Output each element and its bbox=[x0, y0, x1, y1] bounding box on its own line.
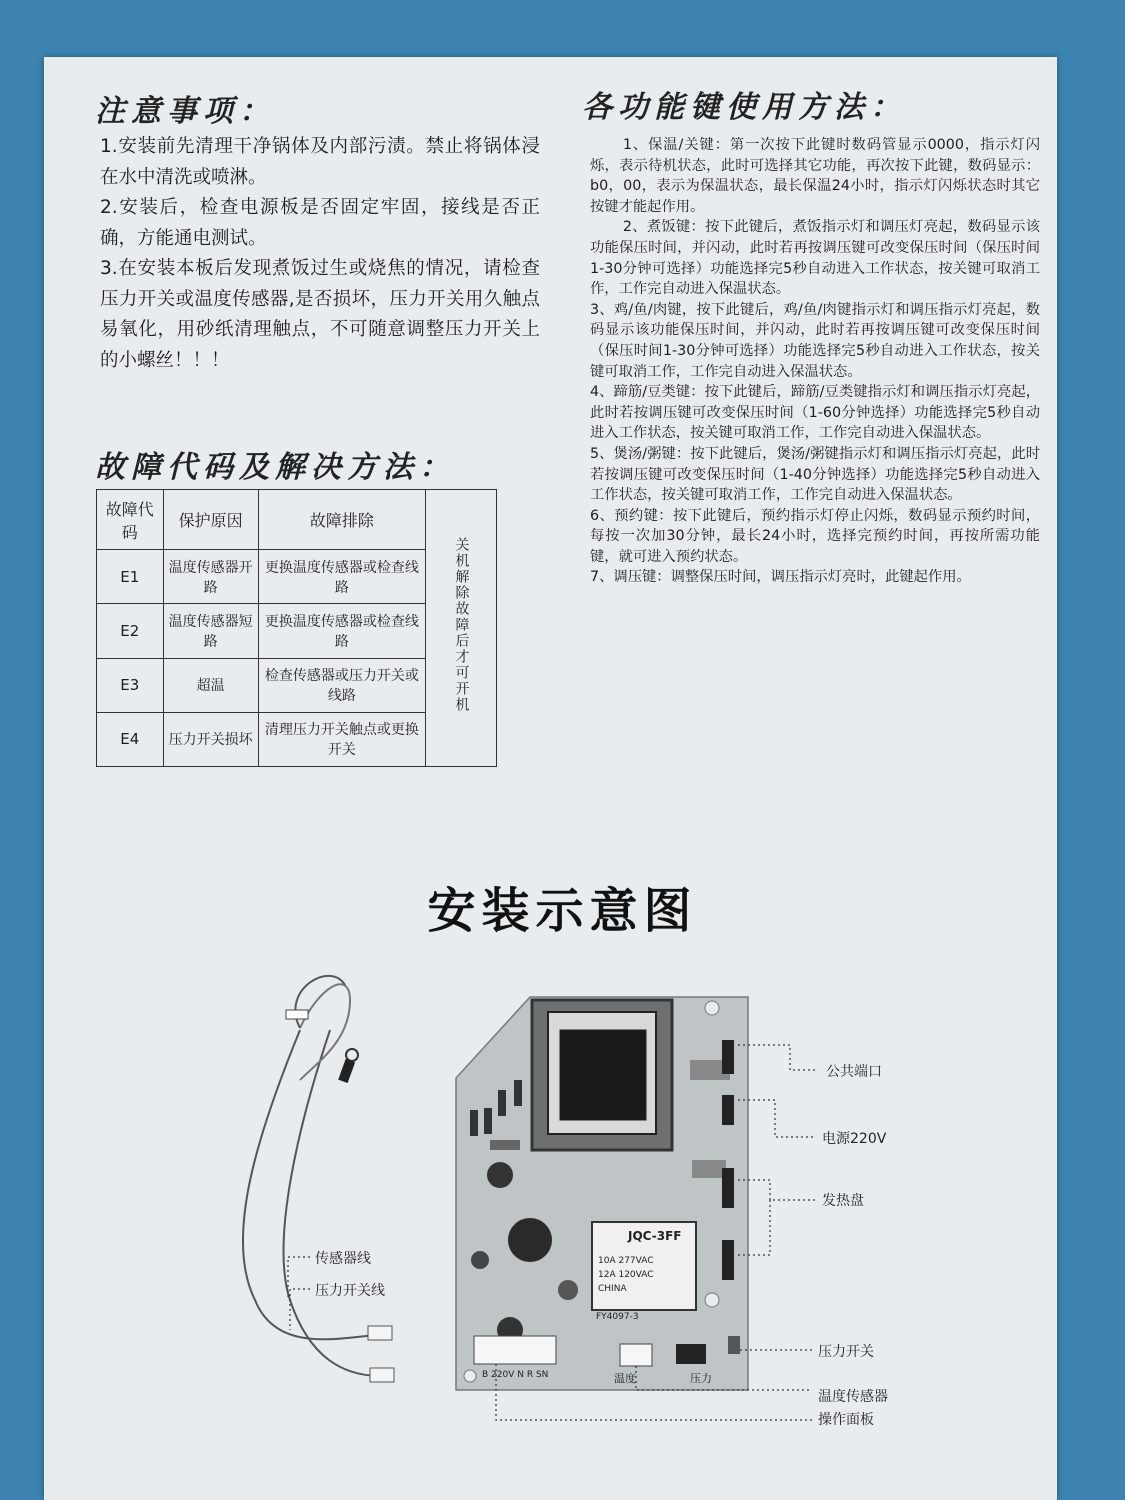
label-temp-sensor: 温度传感器 bbox=[818, 1389, 888, 1405]
label-heater: 发热盘 bbox=[822, 1193, 864, 1209]
board-label-pressure: 压力 bbox=[690, 1372, 712, 1385]
terminal bbox=[722, 1095, 734, 1125]
function-item: 7、调压键：调整保压时间，调压指示灯亮时，此键起作用。 bbox=[590, 569, 971, 586]
label-power: 电源220V bbox=[822, 1131, 887, 1147]
leader-sensor-wire bbox=[288, 1257, 310, 1300]
fault-reason: 压力开关损坏 bbox=[163, 712, 258, 766]
component bbox=[692, 1160, 726, 1178]
header-cell: 故障排除 bbox=[258, 490, 425, 550]
label-pressure-switch: 压力开关 bbox=[818, 1344, 874, 1360]
fault-reason: 温度传感器短路 bbox=[163, 604, 258, 658]
diode bbox=[470, 1110, 478, 1136]
side-note: 关机解除故障后才可开机 bbox=[453, 536, 470, 713]
fault-fix: 更换温度传感器或检查线路 bbox=[258, 604, 425, 658]
fault-reason: 超温 bbox=[163, 658, 258, 712]
terminal bbox=[722, 1040, 734, 1074]
label-panel: 操作面板 bbox=[818, 1412, 874, 1428]
screw-hole bbox=[705, 1293, 719, 1307]
panel-connector bbox=[474, 1336, 556, 1364]
capacitor bbox=[487, 1162, 513, 1188]
note-item: 2.安装后，检查电源板是否固定牢固，接线是否正确，方能通电测试。 bbox=[100, 197, 540, 249]
leader-heater bbox=[738, 1180, 815, 1200]
board-connector-text: B 220V N R SN bbox=[482, 1370, 549, 1380]
note-item: 1.安装前先清理干净锅体及内部污渍。禁止将锅体浸在水中清洗或喷淋。 bbox=[100, 136, 540, 188]
terminal bbox=[722, 1168, 734, 1208]
fault-fix: 更换温度传感器或检查线路 bbox=[258, 550, 425, 604]
sensor-wires bbox=[243, 976, 378, 1376]
screw-hole bbox=[464, 1370, 476, 1382]
fault-reason: 温度传感器开路 bbox=[163, 550, 258, 604]
fault-code: E1 bbox=[97, 550, 164, 604]
relay-model: JQC-3FF bbox=[628, 1229, 682, 1243]
leader-power bbox=[738, 1100, 815, 1137]
diode bbox=[484, 1108, 492, 1134]
wire-connector bbox=[368, 1326, 392, 1340]
fault-code: E4 bbox=[97, 712, 164, 766]
wire-connector bbox=[370, 1368, 394, 1382]
function-item: 4、蹄筋/豆类键：按下此键后，蹄筋/豆类键指示灯和调压指示灯亮起，此时若按调压键可改变保压时间（1-60分钟选择）功能选择完5秒自动进入工作状态，按关键可取消工作，工作完自动进入保温状态。 bbox=[590, 384, 1040, 442]
diode bbox=[514, 1080, 522, 1106]
leader-common bbox=[738, 1045, 815, 1070]
function-item: 1、保温/关键：第一次按下此键时数码管显示0000，指示灯闪烁，表示待机状态，此时可选择其它功能，再次按下此键，数码显示：b0，00，表示为保温状态，最长保温24小时，指示灯闪烁状态时其它按键才能起作用。 bbox=[590, 137, 1040, 215]
relay-rating-2: 12A 120VAC bbox=[598, 1270, 654, 1280]
capacitor bbox=[471, 1251, 489, 1269]
buzzer bbox=[508, 1218, 552, 1262]
fault-code: E2 bbox=[97, 604, 164, 658]
function-item: 5、煲汤/粥键：按下此键后，煲汤/粥键指示灯和调压指示灯亮起，此时若按调压键可改变保压时间（1-40分钟选择）功能选择完5秒自动进入工作状态，按关键可取消工作，工作完自动进入保温状态。 bbox=[590, 445, 1040, 504]
ring-terminal bbox=[346, 1049, 358, 1061]
terminal-sleeve bbox=[338, 1059, 355, 1083]
function-item: 3、鸡/鱼/肉键，按下此键后，鸡/鱼/肉键指示灯和调压指示灯亮起，数码显示该功能保压时间，并闪动，此时若再按调压键可改变保压时间（保压时间1-30分钟可选择）功能选择完5秒自动进入工作状态，按关键可取消工作，工作完自动进入保温状态。 bbox=[590, 301, 1040, 380]
header-cell: 故障代码 bbox=[97, 490, 164, 550]
board-label-temp: 温度 bbox=[614, 1372, 636, 1385]
diode bbox=[498, 1090, 506, 1116]
pcb-code: FY4097-3 bbox=[596, 1312, 639, 1322]
notes-heading: 注意事项： bbox=[95, 94, 275, 129]
fuse bbox=[728, 1336, 740, 1354]
terminal bbox=[722, 1240, 734, 1280]
functions-heading: 各功能键使用方法： bbox=[582, 90, 906, 125]
relay-origin: CHINA bbox=[598, 1284, 627, 1294]
resistor bbox=[490, 1140, 520, 1150]
screw-hole bbox=[705, 1001, 719, 1015]
fault-fix: 清理压力开关触点或更换开关 bbox=[258, 712, 425, 766]
sensor-tip bbox=[286, 1010, 308, 1019]
header-cell: 保护原因 bbox=[163, 490, 258, 550]
function-item: 2、煮饭键：按下此键后，煮饭指示灯和调压灯亮起，数码显示该功能保压时间，并闪动，此时若再按调压键可改变保压时间（保压时间1-30分钟可选择）功能选择完5秒自动进入工作状态，按关键可取消工作，工作完自动进入保温状态。 bbox=[590, 219, 1040, 298]
label-pressure-wire: 压力开关线 bbox=[315, 1283, 385, 1299]
note-item: 3.在安装本板后发现煮饭过生或烧焦的情况，请检查压力开关或温度传感器,是否损坏，压力开关用久触点易氧化，用砂纸清理触点，不可随意调整压力开关上的小螺丝！！！ bbox=[100, 258, 540, 371]
pressure-connector bbox=[676, 1344, 706, 1364]
faults-heading: 故障代码及解决方法： bbox=[95, 450, 455, 485]
function-item: 6、预约键：按下此键后，预约指示灯停止闪烁，数码显示预约时间，每按一次加30分钟，最长24小时，选择完预约时间，再按所需功能键，就可进入预约状态。 bbox=[590, 507, 1040, 565]
fault-fix: 检查传感器或压力开关或线路 bbox=[258, 658, 425, 712]
label-sensor-wire: 传感器线 bbox=[315, 1251, 371, 1267]
capacitor bbox=[558, 1280, 578, 1300]
label-common-port: 公共端口 bbox=[826, 1064, 882, 1080]
relay-rating-1: 10A 277VAC bbox=[598, 1256, 654, 1266]
sensor-connector bbox=[620, 1344, 652, 1366]
diagram-title: 安装示意图 bbox=[427, 883, 698, 939]
fault-code: E3 bbox=[97, 658, 164, 712]
